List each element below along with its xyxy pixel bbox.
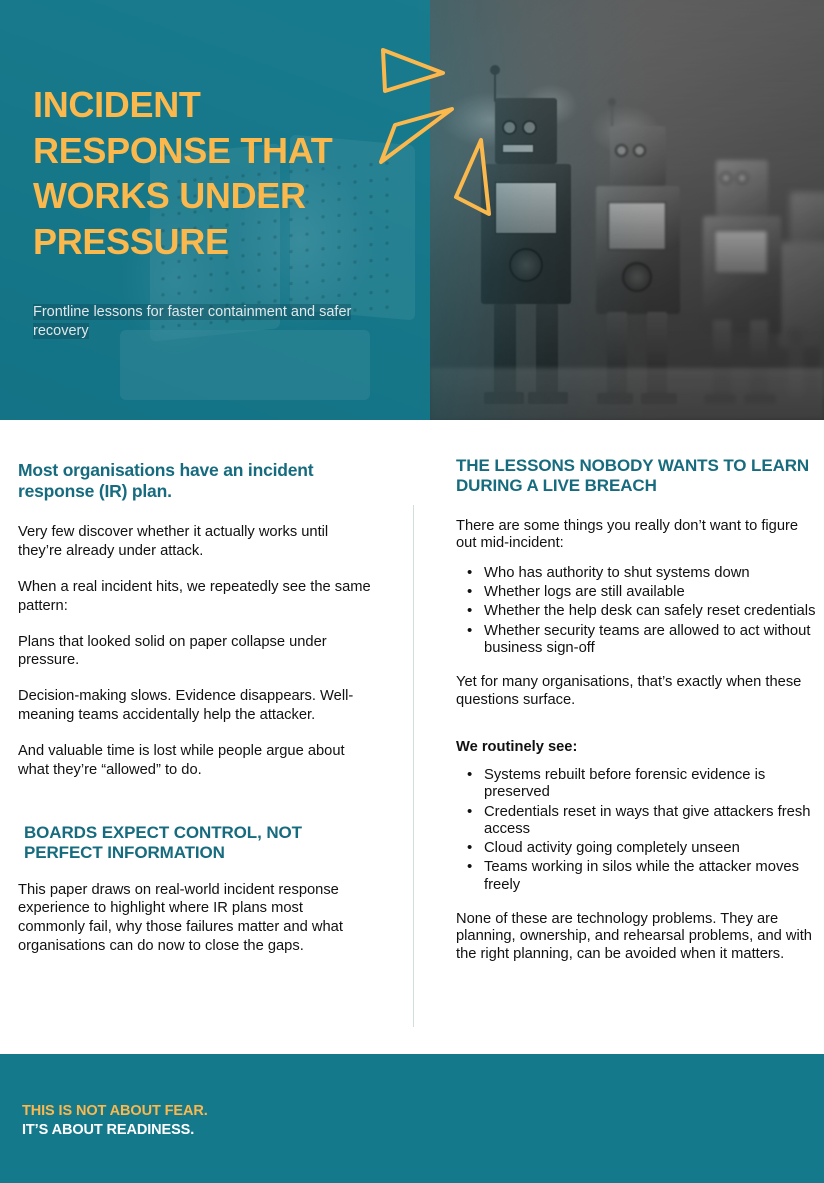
right-closing-paragraph: None of these are technology problems. They are planning, ownership, and rehearsal problems, and with the right planning, can be avoided when it matters. xyxy=(456,911,812,962)
left-paragraph-3: Plans that looked solid on paper collapse under pressure. xyxy=(18,633,327,669)
hero-subtitle-text: Frontline lessons for faster containment and safer recovery xyxy=(33,304,352,340)
column-divider xyxy=(413,505,414,1027)
list-item: • Teams working in silos while the attacker moves freely xyxy=(484,859,818,894)
list-item: • Whether logs are still available xyxy=(484,584,818,601)
left-paragraph-2: When a real incident hits, we repeatedly see the same pattern: xyxy=(18,578,371,614)
right-intro-paragraph: There are some things you really don’t want to figure out mid-incident: xyxy=(456,518,799,552)
right-after-bullets-paragraph: Yet for many organisations, that’s exactly when these questions surface. xyxy=(456,674,802,708)
list-item: • Cloud activity going completely unseen xyxy=(484,840,818,857)
boards-expect-paragraph: This paper draws on real-world incident response experience to highlight where IR plans most commonly fail, why those failures matter and what organisations can do now to close the gaps. xyxy=(18,881,343,954)
left-paragraph-1: Very few discover whether it actually works until they’re already under attack. xyxy=(18,524,329,560)
footer-band xyxy=(0,1054,824,1183)
hero-photo-toy-robots xyxy=(430,0,824,420)
footer-text-block xyxy=(22,1102,208,1140)
body-content xyxy=(0,420,824,1054)
boards-expect-heading: BOARDS EXPECT CONTROL, NOT PERFECT INFORMATION xyxy=(24,823,302,863)
right-column-heading: THE LESSONS NOBODY WANTS TO LEARN DURING A LIVE BREACH xyxy=(456,456,810,496)
photo-color-grade-overlay xyxy=(430,0,824,420)
list-item: • Credentials reset in ways that give attackers fresh access xyxy=(484,804,818,839)
bullet-list-routinely-see xyxy=(456,767,818,894)
we-routinely-see-heading: We routinely see: xyxy=(456,738,578,755)
bullet-list-mid-incident xyxy=(456,565,818,657)
right-column xyxy=(456,456,818,963)
list-item: • Whether security teams are allowed to act without business sign-off xyxy=(484,623,818,658)
list-item: • Whether the help desk can safely reset credentials xyxy=(484,603,818,620)
footer-line-1: THIS IS NOT ABOUT FEAR. xyxy=(22,1103,208,1119)
list-item: • Systems rebuilt before forensic evidence is preserved xyxy=(484,767,818,802)
left-paragraph-5: And valuable time is lost while people argue about what they’re “allowed” to do. xyxy=(18,742,345,778)
hero-banner xyxy=(0,0,824,420)
left-paragraph-4: Decision-making slows. Evidence disappears. Well-meaning teams accidentally help the attacker. xyxy=(18,688,354,723)
left-column-heading: Most organisations have an incident response (IR) plan. xyxy=(18,460,314,501)
list-item: • Who has authority to shut systems down xyxy=(484,565,818,582)
left-column xyxy=(18,460,373,956)
footer-line-2: IT’S ABOUT READINESS. xyxy=(22,1121,195,1138)
hero-subtitle xyxy=(33,303,383,342)
hero-title: INCIDENT RESPONSE THAT WORKS UNDER PRESSURE xyxy=(33,84,333,263)
